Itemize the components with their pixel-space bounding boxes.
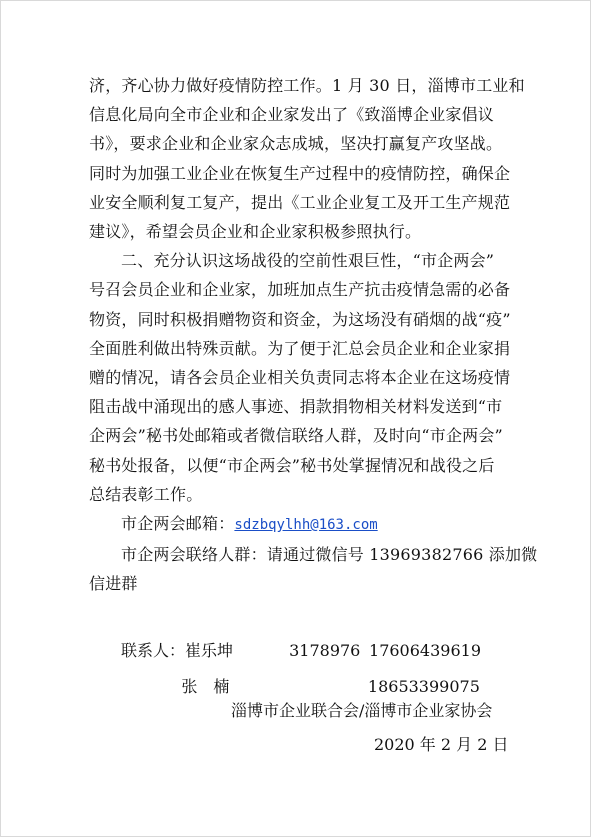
contact-mobile-2: 18653399075 [367,677,480,696]
paragraph-1 [89,71,525,246]
paragraph-2 [89,246,509,509]
paragraph-1-line-1: 济，齐心协力做好疫情防控工作。1 月 30 日，淄博市工业和 [89,76,525,95]
paragraph-1-line-6: 建议》，希望会员企业和企业家积极参照执行。 [89,222,422,242]
paragraph-2-line-1: 二、充分认识这场战役的空前性艰巨性，“市企两会” [121,251,495,271]
paragraph-2-line-8: 秘书处报备，以便“市企两会”秘书处掌握情况和战役之后 [89,455,495,475]
paragraph-1-line-2: 信息化局向全市企业和企业家发出了《致淄博企业家倡议 [89,105,495,125]
email-link[interactable]: sdzbqylhh@163.com [234,517,378,534]
wechat-group-line-2: 信进群 [89,574,138,594]
paragraph-2-line-5: 赠的情况，请各会员企业相关负责同志将本企业在这场疫情 [89,368,511,388]
paragraph-2-line-7: 企两会”秘书处邮箱或者微信联络人群，及时向“市企两会” [89,426,503,446]
document-date: 2020 年 2 月 2 日 [374,735,509,754]
paragraph-2-line-2: 号召会员企业和企业家，加班加点生产抗击疫情急需的必备 [89,280,511,300]
paragraph-1-line-5: 业安全顺利复工复产，提出《工业企业复工及开工生产规范 [89,192,511,212]
document-body [89,71,538,599]
contact-name-2: 张 楠 [181,677,230,696]
paragraph-1-line-4: 同时为加强工业企业在恢复生产过程中的疫情防控，确保企 [89,163,511,183]
contact-landline-1: 3178976 [289,641,361,660]
paragraph-1-line-3: 书》，要求企业和企业家众志成城，坚决打赢复产攻坚战。 [89,134,503,154]
paragraph-2-line-6: 阻击战中涌现出的感人事迹、捐款捐物相关材料发送到“市 [89,397,503,417]
contact-label: 联系人： [121,641,186,660]
wechat-group-line-1: 市企两会联络人群：请通过微信号 13969382766 添加微 [121,545,538,565]
contact-mobile-1: 17606439619 [369,641,481,660]
paragraph-2-line-4: 全面胜利做出特殊贡献。为了便于汇总会员企业和企业家捐 [89,338,511,358]
contacts-block [121,636,481,702]
paragraph-2-line-3: 物资，同时积极捐赠物资和资金，为这场没有硝烟的战“疫” [89,309,511,329]
organization-signature: 淄博市企业联合会/淄博市企业家协会 [231,701,493,720]
contact-row-1 [121,636,481,666]
email-label: 市企两会邮箱： [121,514,235,534]
contact-name-1: 崔乐坤 [185,641,234,660]
email-row [89,509,509,540]
paragraph-2-line-9: 总结表彰工作。 [89,484,203,504]
